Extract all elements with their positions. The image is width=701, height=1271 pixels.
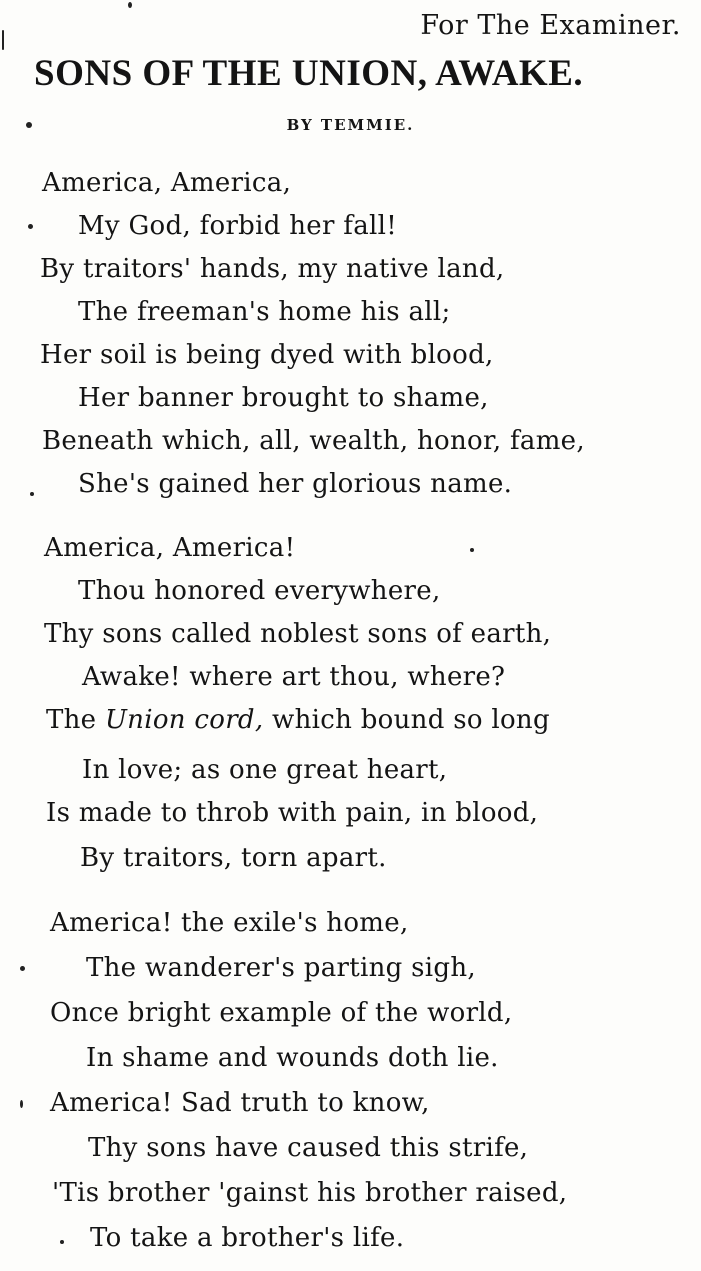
ink-speck (60, 1240, 64, 1244)
poem-line: Thou honored everywhere, (78, 576, 441, 606)
poem-line: Thy sons called noblest sons of earth, (44, 619, 552, 649)
ink-speck (128, 2, 132, 8)
ink-speck (28, 224, 33, 229)
poem-line: She's gained her glorious name. (78, 469, 513, 499)
poem-line: By traitors' hands, my native land, (40, 254, 505, 284)
ink-speck (20, 966, 25, 971)
ink-speck (20, 1100, 23, 1108)
poem-line: The freeman's home his all; (78, 297, 451, 327)
poem-line: America! Sad truth to know, (50, 1088, 430, 1118)
publication-credit: For The Examiner. (420, 10, 681, 41)
poem-byline: BY TEMMIE. (286, 116, 415, 134)
poem-line: My God, forbid her fall! (78, 211, 397, 241)
poem-line-suffix: which bound so long (263, 705, 550, 735)
poem-line: Is made to throb with pain, in blood, (46, 798, 539, 828)
poem-line: Her banner brought to shame, (78, 383, 489, 413)
poem-line: Once bright example of the world, (50, 998, 513, 1028)
poem-line: By traitors, torn apart. (80, 843, 387, 873)
page-edge-mark (2, 30, 4, 50)
poem-title: SONS OF THE UNION, AWAKE. (34, 53, 584, 94)
poem-line: 'Tis brother 'gainst his brother raised, (52, 1178, 568, 1208)
poem-line: America, America! (44, 533, 296, 563)
poem-line: America! the exile's home, (50, 908, 409, 938)
poem-line: To take a brother's life. (90, 1223, 405, 1253)
poem-line: America, America, (42, 168, 292, 198)
poem-line: The wanderer's parting sigh, (86, 953, 476, 983)
poem-line: Awake! where art thou, where? (82, 662, 506, 692)
poem-line-with-italic (46, 705, 550, 735)
union-cord-italic: Union cord, (104, 705, 264, 735)
poem-line: Thy sons have caused this strife, (88, 1133, 529, 1163)
poem-line: In shame and wounds doth lie. (86, 1043, 499, 1073)
poem-line-prefix: The (46, 705, 105, 735)
ink-speck (470, 548, 474, 552)
poem-line: In love; as one great heart, (82, 755, 448, 785)
poem-line: Her soil is being dyed with blood, (40, 340, 494, 370)
ink-speck (30, 492, 34, 496)
poem-line: Beneath which, all, wealth, honor, fame, (42, 426, 585, 456)
ink-speck (26, 122, 32, 128)
